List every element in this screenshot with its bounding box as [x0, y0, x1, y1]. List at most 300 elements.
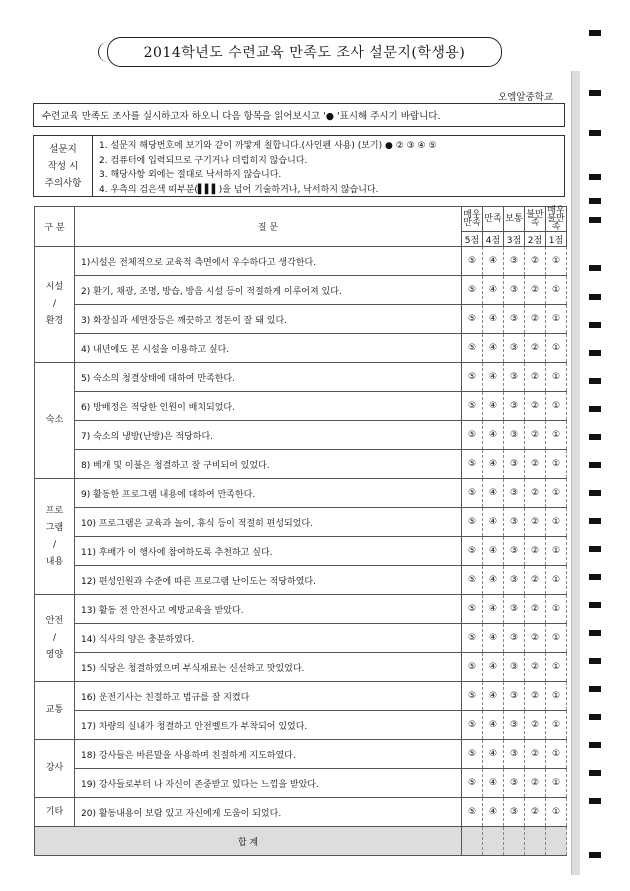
- rating-option[interactable]: [504, 769, 525, 798]
- question-text: 6) 방배정은 적당한 인원이 배치되었다.: [75, 392, 462, 421]
- question-row: [35, 392, 567, 421]
- rating-bubble: ①: [551, 720, 561, 730]
- rating-bubble: ③: [509, 256, 519, 266]
- rating-option[interactable]: [504, 682, 525, 711]
- rating-option[interactable]: [483, 537, 504, 566]
- total-cell: [483, 827, 504, 856]
- rating-bubble: ⑤: [467, 343, 477, 353]
- rating-bubble: ③: [509, 691, 519, 701]
- question-text: 13) 활동 전 안전사고 예방교육을 받았다.: [75, 595, 462, 624]
- rating-bubble: ①: [551, 604, 561, 614]
- rating-bubble: ②: [530, 401, 540, 411]
- rating-bubble: ④: [488, 575, 498, 585]
- rating-bubble: ③: [509, 488, 519, 498]
- rating-option[interactable]: [462, 711, 483, 740]
- rating-option[interactable]: [504, 363, 525, 392]
- question-row: [35, 798, 567, 827]
- question-text: 5) 숙소의 청결상태에 대하여 만족한다.: [75, 363, 462, 392]
- header-rating: 보통: [504, 207, 525, 232]
- rating-bubble: ④: [488, 807, 498, 817]
- header-points: 4점: [483, 232, 504, 247]
- rating-bubble: ③: [509, 459, 519, 469]
- survey-table: [34, 206, 567, 856]
- rating-option[interactable]: [483, 305, 504, 334]
- timing-mark: [589, 322, 601, 328]
- rating-option[interactable]: [546, 421, 567, 450]
- rating-bubble: ③: [509, 343, 519, 353]
- rating-bubble: ⑤: [467, 749, 477, 759]
- rating-bubble: ④: [488, 314, 498, 324]
- rating-bubble: ⑤: [467, 314, 477, 324]
- rating-bubble: ⑤: [467, 604, 477, 614]
- rating-bubble: ③: [509, 372, 519, 382]
- question-row: [35, 363, 567, 392]
- rating-bubble: ④: [488, 546, 498, 556]
- rating-option[interactable]: [546, 740, 567, 769]
- rating-bubble: ②: [530, 459, 540, 469]
- timing-strip: [571, 71, 580, 875]
- rating-option[interactable]: [504, 711, 525, 740]
- header-points: 1점: [546, 232, 567, 247]
- caution-list: [93, 136, 443, 196]
- total-label: 합 계: [35, 827, 462, 856]
- header-rating: 매우 불만족: [547, 206, 565, 232]
- question-text: 12) 편성인원과 수준에 따른 프로그램 난이도는 적당하였다.: [75, 566, 462, 595]
- question-row: [35, 682, 567, 711]
- rating-bubble: ⑤: [467, 662, 477, 672]
- rating-bubble: ③: [509, 749, 519, 759]
- rating-option[interactable]: [504, 276, 525, 305]
- rating-bubble: ④: [488, 691, 498, 701]
- timing-mark: [589, 602, 601, 608]
- rating-bubble: ④: [488, 604, 498, 614]
- header-points: 2점: [525, 232, 546, 247]
- rating-option[interactable]: [462, 798, 483, 827]
- rating-bubble: ②: [530, 778, 540, 788]
- timing-mark: [589, 714, 601, 720]
- rating-option[interactable]: [462, 305, 483, 334]
- rating-bubble: ③: [509, 633, 519, 643]
- rating-option[interactable]: [525, 421, 546, 450]
- rating-bubble: ⑤: [467, 575, 477, 585]
- rating-bubble: ②: [530, 256, 540, 266]
- rating-option[interactable]: [483, 624, 504, 653]
- timing-mark: [589, 294, 601, 300]
- rating-option[interactable]: [504, 334, 525, 363]
- rating-bubble: ⑤: [467, 430, 477, 440]
- rating-option[interactable]: [462, 479, 483, 508]
- question-row: [35, 740, 567, 769]
- rating-bubble: ②: [530, 720, 540, 730]
- question-text: 3) 화장실과 세면장등은 깨끗하고 정돈이 잘 돼 있다.: [75, 305, 462, 334]
- rating-bubble: ②: [530, 662, 540, 672]
- question-text: 18) 강사들은 바른말을 사용하며 친절하게 지도하였다.: [75, 740, 462, 769]
- timing-mark: [589, 490, 601, 496]
- rating-option[interactable]: [504, 537, 525, 566]
- question-text: 20) 활동내용이 보람 있고 자신에게 도움이 되었다.: [75, 798, 462, 827]
- timing-mark: [589, 686, 601, 692]
- question-row: [35, 421, 567, 450]
- rating-bubble: ⑤: [467, 517, 477, 527]
- question-row: [35, 624, 567, 653]
- rating-option[interactable]: [483, 276, 504, 305]
- rating-bubble: ③: [509, 778, 519, 788]
- caution-item: 3. 해당사항 외에는 절대로 낙서하지 않습니다.: [99, 170, 282, 180]
- timing-mark: [589, 658, 601, 664]
- survey-table-wrap: [34, 206, 567, 856]
- rating-option[interactable]: [462, 595, 483, 624]
- rating-option[interactable]: [504, 247, 525, 276]
- rating-option[interactable]: [546, 769, 567, 798]
- rating-option[interactable]: [504, 566, 525, 595]
- rating-bubble: ②: [530, 314, 540, 324]
- rating-option[interactable]: [462, 508, 483, 537]
- rating-bubble: ①: [551, 807, 561, 817]
- question-text: 19) 강사들로부터 나 자신이 존중받고 있다는 느낌을 받았다.: [75, 769, 462, 798]
- rating-bubble: ②: [530, 372, 540, 382]
- rating-bubble: ④: [488, 720, 498, 730]
- rating-option[interactable]: [546, 566, 567, 595]
- rating-bubble: ④: [488, 285, 498, 295]
- total-cell: [462, 827, 483, 856]
- group-label: 시설 / 환경: [35, 247, 75, 363]
- timing-mark: [589, 198, 601, 204]
- rating-option[interactable]: [504, 421, 525, 450]
- rating-option[interactable]: [483, 334, 504, 363]
- rating-bubble: ④: [488, 517, 498, 527]
- rating-option[interactable]: [525, 798, 546, 827]
- question-row: [35, 595, 567, 624]
- rating-bubble: ⑤: [467, 720, 477, 730]
- timing-mark: [589, 798, 601, 804]
- timing-mark: [589, 130, 601, 136]
- rating-bubble: ②: [530, 604, 540, 614]
- rating-option[interactable]: [546, 450, 567, 479]
- timing-mark: [589, 770, 601, 776]
- rating-bubble: ④: [488, 256, 498, 266]
- group-label: 교통: [35, 682, 75, 740]
- rating-option[interactable]: [504, 595, 525, 624]
- rating-option[interactable]: [525, 508, 546, 537]
- rating-bubble: ④: [488, 343, 498, 353]
- rating-option[interactable]: [462, 450, 483, 479]
- rating-option[interactable]: [546, 392, 567, 421]
- rating-option[interactable]: [462, 682, 483, 711]
- caution-item: 4. 우측의 검은색 띠부분(▌▌▌)을 넘어 기술하거나, 낙서하지 않습니다.: [99, 184, 379, 195]
- rating-option[interactable]: [525, 450, 546, 479]
- rating-option[interactable]: [525, 276, 546, 305]
- rating-option[interactable]: [483, 479, 504, 508]
- question-row: [35, 508, 567, 537]
- rating-bubble: ③: [509, 517, 519, 527]
- timing-mark: [589, 174, 601, 180]
- rating-bubble: ⑤: [467, 691, 477, 701]
- rating-bubble: ⑤: [467, 285, 477, 295]
- question-row: [35, 769, 567, 798]
- rating-option[interactable]: [546, 305, 567, 334]
- question-text: 7) 숙소의 냉방(난방)은 적당하다.: [75, 421, 462, 450]
- rating-bubble: ④: [488, 488, 498, 498]
- rating-bubble: ③: [509, 807, 519, 817]
- question-row: [35, 479, 567, 508]
- rating-option[interactable]: [525, 769, 546, 798]
- rating-bubble: ③: [509, 575, 519, 585]
- rating-bubble: ④: [488, 778, 498, 788]
- rating-bubble: ③: [509, 314, 519, 324]
- question-text: 1)시설은 전체적으로 교육적 측면에서 우수하다고 생각한다.: [75, 247, 462, 276]
- header-points: 3점: [504, 232, 525, 247]
- question-text: 15) 식당은 청결하였으며 부식재료는 신선하고 맛있었다.: [75, 653, 462, 682]
- rating-bubble: ①: [551, 778, 561, 788]
- question-text: 8) 베개 및 이불은 청결하고 잘 구비되어 있었다.: [75, 450, 462, 479]
- rating-option[interactable]: [483, 740, 504, 769]
- rating-bubble: ②: [530, 285, 540, 295]
- rating-option[interactable]: [525, 479, 546, 508]
- rating-option[interactable]: [546, 624, 567, 653]
- rating-option[interactable]: [525, 247, 546, 276]
- rating-bubble: ②: [530, 633, 540, 643]
- rating-option[interactable]: [504, 624, 525, 653]
- caution-item: 1. 설문지 해당번호에 보기와 같이 까맣게 칠합니다.(사인펜 사용) (보기) ● ② ③ ④ ⑤: [99, 141, 437, 151]
- rating-bubble: ③: [509, 720, 519, 730]
- rating-bubble: ②: [530, 430, 540, 440]
- rating-option[interactable]: [546, 653, 567, 682]
- rating-bubble: ③: [509, 662, 519, 672]
- rating-bubble: ①: [551, 285, 561, 295]
- question-row: [35, 305, 567, 334]
- rating-bubble: ②: [530, 517, 540, 527]
- rating-bubble: ①: [551, 575, 561, 585]
- rating-option[interactable]: [504, 740, 525, 769]
- rating-bubble: ④: [488, 372, 498, 382]
- timing-mark: [589, 350, 601, 356]
- question-row: [35, 450, 567, 479]
- group-label: 숙소: [35, 363, 75, 479]
- rating-bubble: ①: [551, 256, 561, 266]
- rating-option[interactable]: [525, 566, 546, 595]
- total-cell: [504, 827, 525, 856]
- question-row: [35, 276, 567, 305]
- total-cell: [525, 827, 546, 856]
- rating-bubble: ②: [530, 343, 540, 353]
- timing-mark: [589, 90, 601, 96]
- rating-option[interactable]: [462, 566, 483, 595]
- rating-bubble: ⑤: [467, 372, 477, 382]
- timing-mark: [589, 630, 601, 636]
- rating-bubble: ①: [551, 546, 561, 556]
- rating-bubble: ③: [509, 401, 519, 411]
- rating-bubble: ④: [488, 459, 498, 469]
- rating-option[interactable]: [546, 508, 567, 537]
- header-points: 5점: [462, 232, 483, 247]
- question-text: 17) 차량의 실내가 청결하고 안전벨트가 부착되어 있었다.: [75, 711, 462, 740]
- rating-option[interactable]: [504, 305, 525, 334]
- rating-option[interactable]: [546, 798, 567, 827]
- rating-bubble: ④: [488, 430, 498, 440]
- rating-option[interactable]: [483, 421, 504, 450]
- rating-bubble: ①: [551, 517, 561, 527]
- rating-bubble: ③: [509, 546, 519, 556]
- header-group: 구 분: [35, 207, 75, 247]
- timing-mark: [589, 378, 601, 384]
- rating-option[interactable]: [462, 247, 483, 276]
- rating-option[interactable]: [525, 334, 546, 363]
- rating-bubble: ①: [551, 430, 561, 440]
- rating-bubble: ⑤: [467, 546, 477, 556]
- rating-option[interactable]: [546, 595, 567, 624]
- timing-mark: [589, 434, 601, 440]
- rating-option[interactable]: [546, 247, 567, 276]
- rating-bubble: ⑤: [467, 401, 477, 411]
- rating-bubble: ⑤: [467, 807, 477, 817]
- rating-bubble: ③: [509, 430, 519, 440]
- rating-option[interactable]: [525, 537, 546, 566]
- header-rating: 불만족: [525, 207, 546, 232]
- rating-option[interactable]: [462, 653, 483, 682]
- rating-option[interactable]: [462, 363, 483, 392]
- question-text: 2) 환기, 채광, 조명, 방습, 방음 시설 등이 적절하게 이루어져 있다.: [75, 276, 462, 305]
- rating-option[interactable]: [462, 624, 483, 653]
- rating-option[interactable]: [525, 653, 546, 682]
- rating-option[interactable]: [462, 537, 483, 566]
- rating-option[interactable]: [546, 711, 567, 740]
- rating-bubble: ④: [488, 401, 498, 411]
- timing-mark: [589, 30, 601, 36]
- rating-bubble: ⑤: [467, 488, 477, 498]
- group-label: 기타: [35, 798, 75, 827]
- question-text: 11) 후배가 이 행사에 참여하도록 추천하고 싶다.: [75, 537, 462, 566]
- rating-option[interactable]: [546, 682, 567, 711]
- timing-mark: [589, 518, 601, 524]
- rating-bubble: ②: [530, 691, 540, 701]
- caution-label: 설문지 작성 시 주의사항: [34, 136, 93, 196]
- rating-option[interactable]: [504, 392, 525, 421]
- rating-bubble: ③: [509, 604, 519, 614]
- timing-mark: [589, 574, 601, 580]
- rating-option[interactable]: [462, 421, 483, 450]
- group-label: 안전 / 영양: [35, 595, 75, 682]
- rating-option[interactable]: [546, 479, 567, 508]
- rating-option[interactable]: [483, 769, 504, 798]
- rating-option[interactable]: [546, 363, 567, 392]
- question-text: 14) 식사의 양은 충분하였다.: [75, 624, 462, 653]
- rating-option[interactable]: [525, 305, 546, 334]
- timing-mark: [589, 462, 601, 468]
- timing-mark: [589, 742, 601, 748]
- rating-option[interactable]: [504, 450, 525, 479]
- rating-option[interactable]: [483, 450, 504, 479]
- rating-option[interactable]: [483, 595, 504, 624]
- question-row: [35, 247, 567, 276]
- timing-mark: [589, 265, 601, 271]
- rating-option[interactable]: [483, 653, 504, 682]
- rating-option[interactable]: [525, 624, 546, 653]
- rating-option[interactable]: [462, 334, 483, 363]
- rating-bubble: ①: [551, 488, 561, 498]
- survey-title: 2014학년도 수련교육 만족도 조사 설문지(학생용): [107, 37, 502, 67]
- question-text: 9) 활동한 프로그램 내용에 대하여 만족한다.: [75, 479, 462, 508]
- instruction-notice: 수련교육 만족도 조사를 실시하고자 하오니 다음 항목을 읽어보시고 '● '표시해 주시기 바랍니다.: [33, 103, 565, 127]
- header-question: 질 문: [75, 207, 462, 247]
- rating-option[interactable]: [504, 653, 525, 682]
- rating-bubble: ②: [530, 575, 540, 585]
- rating-option[interactable]: [483, 798, 504, 827]
- question-row: [35, 334, 567, 363]
- rating-option[interactable]: [483, 711, 504, 740]
- total-row: [35, 827, 567, 856]
- rating-bubble: ①: [551, 372, 561, 382]
- rating-option[interactable]: [525, 682, 546, 711]
- rating-option[interactable]: [525, 740, 546, 769]
- rating-bubble: ④: [488, 749, 498, 759]
- question-row: [35, 566, 567, 595]
- timing-mark: [589, 217, 601, 223]
- rating-bubble: ⑤: [467, 633, 477, 643]
- rating-bubble: ④: [488, 662, 498, 672]
- rating-option[interactable]: [483, 508, 504, 537]
- timing-mark: [589, 406, 601, 412]
- rating-option[interactable]: [525, 392, 546, 421]
- rating-bubble: ①: [551, 343, 561, 353]
- rating-option[interactable]: [462, 769, 483, 798]
- rating-option[interactable]: [483, 363, 504, 392]
- rating-option[interactable]: [504, 508, 525, 537]
- rating-option[interactable]: [546, 537, 567, 566]
- rating-option[interactable]: [483, 392, 504, 421]
- rating-bubble: ①: [551, 662, 561, 672]
- question-text: 10) 프로그램은 교육과 놀이, 휴식 등이 적절히 편성되었다.: [75, 508, 462, 537]
- rating-option[interactable]: [483, 247, 504, 276]
- question-text: 16) 운전기사는 친절하고 법규를 잘 지켰다: [75, 682, 462, 711]
- header-rating: 매우 만족: [462, 207, 483, 232]
- rating-option[interactable]: [504, 798, 525, 827]
- rating-option[interactable]: [483, 682, 504, 711]
- rating-option[interactable]: [525, 595, 546, 624]
- rating-bubble: ①: [551, 749, 561, 759]
- rating-option[interactable]: [462, 392, 483, 421]
- rating-option[interactable]: [546, 276, 567, 305]
- timing-mark: [589, 852, 601, 858]
- rating-bubble: ④: [488, 633, 498, 643]
- rating-option[interactable]: [546, 334, 567, 363]
- rating-bubble: ⑤: [467, 256, 477, 266]
- timing-mark: [589, 546, 601, 552]
- rating-option[interactable]: [483, 566, 504, 595]
- rating-bubble: ①: [551, 401, 561, 411]
- group-label: 강사: [35, 740, 75, 798]
- question-row: [35, 653, 567, 682]
- rating-option[interactable]: [462, 276, 483, 305]
- question-row: [35, 537, 567, 566]
- rating-option[interactable]: [525, 363, 546, 392]
- question-text: 4) 내년에도 본 시설을 이용하고 싶다.: [75, 334, 462, 363]
- rating-bubble: ③: [509, 285, 519, 295]
- rating-bubble: ②: [530, 807, 540, 817]
- caution-box: [33, 135, 565, 197]
- rating-bubble: ②: [530, 749, 540, 759]
- rating-bubble: ②: [530, 546, 540, 556]
- rating-bubble: ⑤: [467, 778, 477, 788]
- rating-option[interactable]: [504, 479, 525, 508]
- rating-option[interactable]: [525, 711, 546, 740]
- rating-bubble: ⑤: [467, 459, 477, 469]
- rating-bubble: ①: [551, 691, 561, 701]
- group-label: 프로 그램 / 내용: [35, 479, 75, 595]
- rating-bubble: ①: [551, 633, 561, 643]
- rating-bubble: ②: [530, 488, 540, 498]
- rating-bubble: ①: [551, 314, 561, 324]
- rating-option[interactable]: [462, 740, 483, 769]
